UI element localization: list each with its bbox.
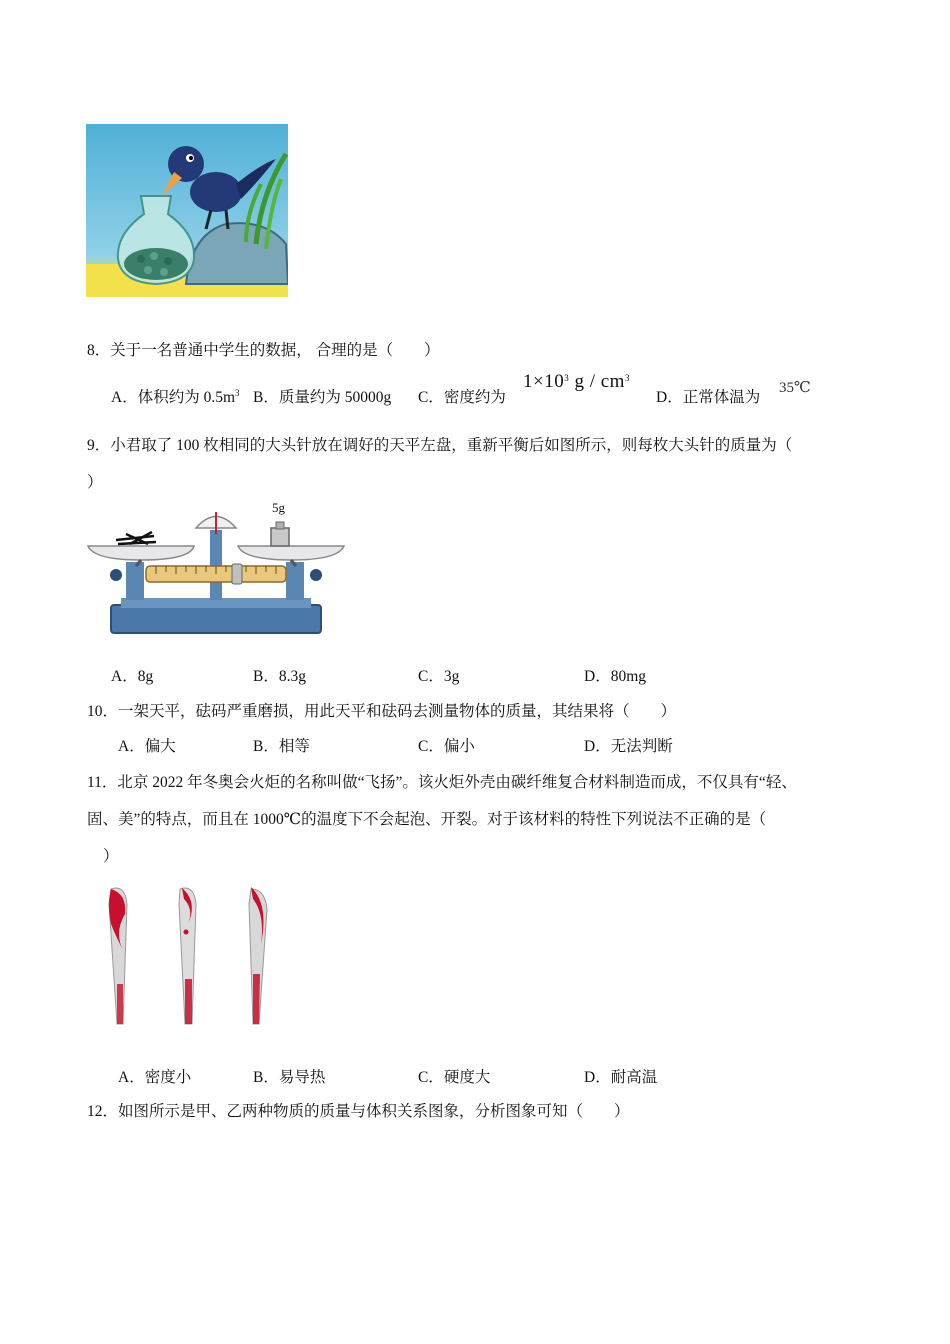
q8-option-a[interactable] bbox=[111, 385, 240, 407]
q10-option-b[interactable]: B．相等 bbox=[253, 738, 310, 755]
torch-illustration-3 bbox=[243, 884, 271, 1029]
q11-option-a[interactable]: A．密度小 bbox=[118, 1069, 192, 1086]
q12-stem: 12．如图所示是甲、乙两种物质的质量与体积关系图象，分析图象可知（ ） bbox=[87, 1103, 630, 1120]
torch-illustration-2 bbox=[174, 884, 202, 1029]
q9-option-d[interactable]: D．80mg bbox=[584, 668, 647, 685]
q8-option-b[interactable]: B．质量约为 50000g bbox=[253, 389, 392, 406]
q11-option-b[interactable]: B．易导热 bbox=[253, 1069, 326, 1086]
torch-illustration-1 bbox=[105, 884, 133, 1029]
formula-unit: g / cm bbox=[574, 371, 625, 392]
formula-exp1: 3 bbox=[564, 373, 570, 383]
q8-option-d[interactable]: D．正常体温为 bbox=[656, 389, 761, 406]
q8-option-a-exp: 3 bbox=[235, 388, 240, 398]
q10-stem: 10．一架天平，砝码严重磨损，用此天平和砝码去测量物体的质量，其结果将（ ） bbox=[87, 703, 677, 720]
q8-stem: 8．关于一名普通中学生的数据， 合理的是（ ） bbox=[87, 342, 440, 359]
q8-option-d-value: 35℃ bbox=[779, 380, 811, 396]
q9-stem-line1: 9．小君取了 100 枚相同的大头针放在调好的天平左盘，重新平衡后如图所示，则每枚大头针的质量为（ bbox=[87, 437, 793, 454]
balance-illustration bbox=[86, 500, 348, 640]
q8-option-c[interactable]: C．密度约为 bbox=[418, 389, 506, 406]
q10-option-d[interactable]: D．无法判断 bbox=[584, 738, 673, 755]
crow-bottle-illustration bbox=[86, 124, 288, 297]
q8-option-c-formula bbox=[523, 371, 630, 393]
q10-option-a[interactable]: A．偏大 bbox=[118, 738, 176, 755]
q11-option-d[interactable]: D．耐高温 bbox=[584, 1069, 658, 1086]
formula-exp2: 3 bbox=[624, 373, 630, 383]
q9-option-c[interactable]: C．3g bbox=[418, 668, 460, 685]
weight-label: 5g bbox=[272, 500, 285, 515]
q9-option-a[interactable]: A．8g bbox=[111, 668, 154, 685]
q11-stem-line2: 固、美”的特点，而且在 1000℃的温度下不会起泡、开裂。对于该材料的特性下列说法不正确的是（ bbox=[87, 811, 767, 828]
q10-option-c[interactable]: C．偏小 bbox=[418, 738, 475, 755]
q11-stem-line1: 11．北京 2022 年冬奥会火炬的名称叫做“飞扬”。该火炬外壳由碳纤维复合材料制造而成，不仅具有“轻、 bbox=[87, 774, 797, 791]
q8-option-a-text: A．体积约为 0.5m bbox=[111, 389, 236, 406]
q11-option-c[interactable]: C．硬度大 bbox=[418, 1069, 491, 1086]
q9-stem-line2: ） bbox=[87, 474, 103, 491]
q11-stem-line3: ） bbox=[103, 848, 119, 865]
q9-option-b[interactable]: B．8.3g bbox=[253, 668, 306, 685]
formula-base: 1×10 bbox=[523, 371, 565, 392]
